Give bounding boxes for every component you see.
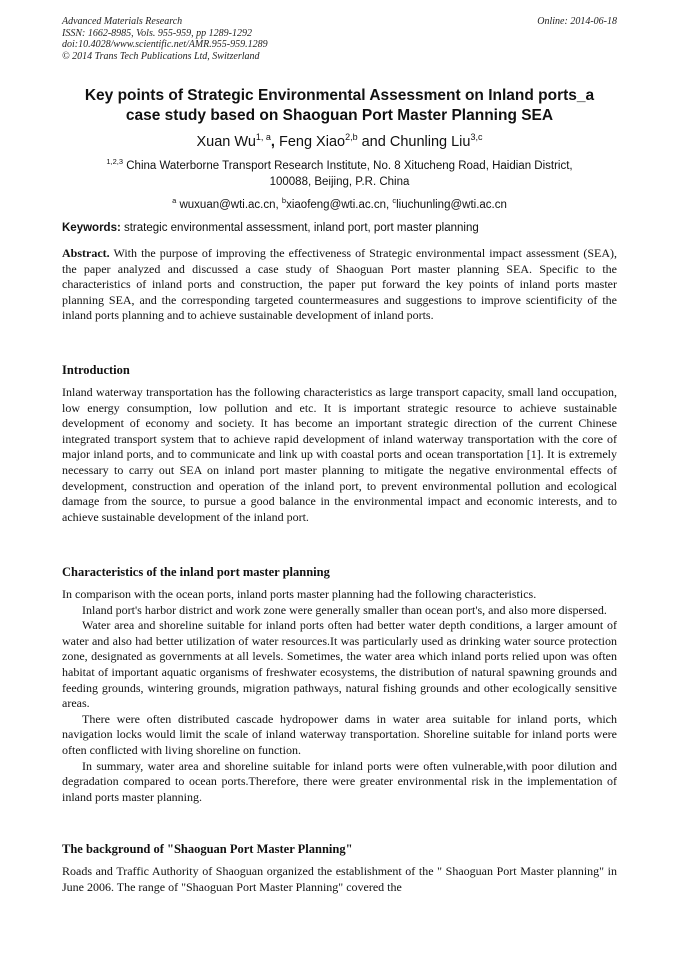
author-name-3: Chunling Liu bbox=[389, 133, 471, 150]
characteristics-para-3: Water area and shoreline suitable for inland ports often had better water depth conditions, a larger amount of water and also had better utilization of water resources.It was particularly used as drinking water source protection zone, designated as governments at all levels. Sometimes, the water area which inland ports relied upon was often habitat of important aquatic organisms of freshwater ecosystems, the distribution of natural spawning grounds and feeding grounds, wintering grounds, migration pathways, natural fishing grounds and other ecologically sensitive areas. bbox=[62, 618, 617, 711]
background-text: Roads and Traffic Authority of Shaoguan organized the establishment of the " Shaoguan Port Master planning" in June 2006. The range of "Shaoguan Port Master Planning" covered the bbox=[62, 864, 617, 894]
affiliation bbox=[62, 154, 617, 190]
keywords bbox=[62, 221, 617, 236]
title-line-1: Key points of Strategic Environmental Assessment on Inland ports_a bbox=[84, 87, 595, 104]
background-heading: The background of "Shaoguan Port Master Planning" bbox=[62, 842, 353, 856]
title-line-2: case study based on Shaoguan Port Master Planning SEA bbox=[125, 107, 554, 124]
email-sup-b: b bbox=[281, 196, 287, 205]
paper-title bbox=[62, 86, 617, 126]
affiliation-line-2: 100088, Beijing, P.R. China bbox=[269, 175, 410, 188]
abstract-label: Abstract. bbox=[62, 246, 110, 260]
author-sup-2: 2,b bbox=[345, 132, 358, 142]
email-b[interactable]: xiaofeng@wti.ac.cn, bbox=[286, 198, 393, 211]
affiliation-text-1: China Waterborne Transport Research Institute, No. 8 Xitucheng Road, Haidian District, bbox=[123, 159, 573, 172]
author-name-1: Xuan Wu bbox=[196, 133, 256, 150]
journal-name: Advanced Materials Research bbox=[62, 16, 183, 27]
author-sep-1: , bbox=[270, 133, 279, 150]
author-sup-1: 1, a bbox=[255, 132, 271, 142]
issn-line: ISSN: 1662-8985, Vols. 955-959, pp 1289-1292 bbox=[62, 27, 252, 39]
characteristics-section bbox=[62, 587, 617, 805]
author-sep-2: and bbox=[357, 133, 390, 150]
characteristics-para-1: In comparison with the ocean ports, inland ports master planning had the following characteristics. bbox=[62, 587, 537, 601]
keywords-text: strategic environmental assessment, inland port, port master planning bbox=[120, 222, 479, 234]
introduction-heading: Introduction bbox=[62, 363, 130, 377]
email-list bbox=[62, 193, 617, 213]
online-date: Online: 2014-06-18 bbox=[537, 16, 617, 27]
email-sup-c: c bbox=[392, 196, 397, 205]
email-a[interactable]: wuxuan@wti.ac.cn, bbox=[176, 198, 282, 211]
keywords-label: Keywords: bbox=[62, 222, 121, 234]
journal-header bbox=[62, 16, 617, 62]
email-c[interactable]: liuchunling@wti.ac.cn bbox=[396, 198, 507, 211]
introduction-text: Inland waterway transportation has the following characteristics as large transport capacity, small land occupation, low energy consumption, low pollution and etc. It is important strategic resource to achieve sustainable development of economy and society. It has become an important strategic direction of the current Chinese integrated transport system that to achieve rapid development of inland waterway transportation with the core of major inland ports, and to communicate and link up with coastal ports and ocean transportation [1]. It is extremely necessary to carry out SEA on inland port master planning to mitigate the negative environmental effects of development, construction and operation of the inland port, to prevent environmental pollution and ecological damage from the source, to pursue a good balance in the environmental impact and economic interests, and to achieve sustainable development of the inland port. bbox=[62, 385, 617, 524]
characteristics-para-2: Inland port's harbor district and work zone were generally smaller than ocean port's, and also more dispersed. bbox=[82, 602, 607, 617]
author-sup-3: 3,c bbox=[470, 132, 483, 142]
doi-line: doi:10.4028/www.scientific.net/AMR.955-959.1289 bbox=[62, 39, 268, 50]
abstract bbox=[62, 246, 617, 324]
characteristics-heading: Characteristics of the inland port master planning bbox=[62, 565, 330, 579]
affiliation-line-1 bbox=[62, 154, 617, 174]
author-name-2: Feng Xiao bbox=[278, 133, 346, 150]
characteristics-para-4: There were often distributed cascade hydropower dams in water area suitable for inland ports, which navigation locks would limit the scale of inland waterway transportation. Shoreline suitable for inland ports were often conflicted with living shoreline on function. bbox=[62, 711, 617, 757]
characteristics-para-5: In summary, water area and shoreline suitable for inland ports were often vulnerable,with poor dilution and degradation compared to ocean ports.Therefore, there were greater environmental risk in the implementation of inland ports master planning. bbox=[62, 758, 617, 804]
affiliation-sup: 1,2,3 bbox=[106, 157, 124, 166]
abstract-text: With the purpose of improving the effectiveness of Strategic environmental impact assessment (SEA), the paper analyzed and discussed a case study of Shaoguan Port master planning SEA. Specific to the characteristics of inland ports and construction, the paper put forward the key points of inland ports master planning SEA, and the corresponding targeted countermeasures and suggestions to improve scientificity of the inland ports planning and to achieve sustainable development of inland ports. bbox=[62, 246, 617, 323]
author-list bbox=[62, 128, 617, 151]
email-sup-a: a bbox=[172, 196, 177, 205]
copyright-line: © 2014 Trans Tech Publications Ltd, Switzerland bbox=[62, 50, 260, 62]
